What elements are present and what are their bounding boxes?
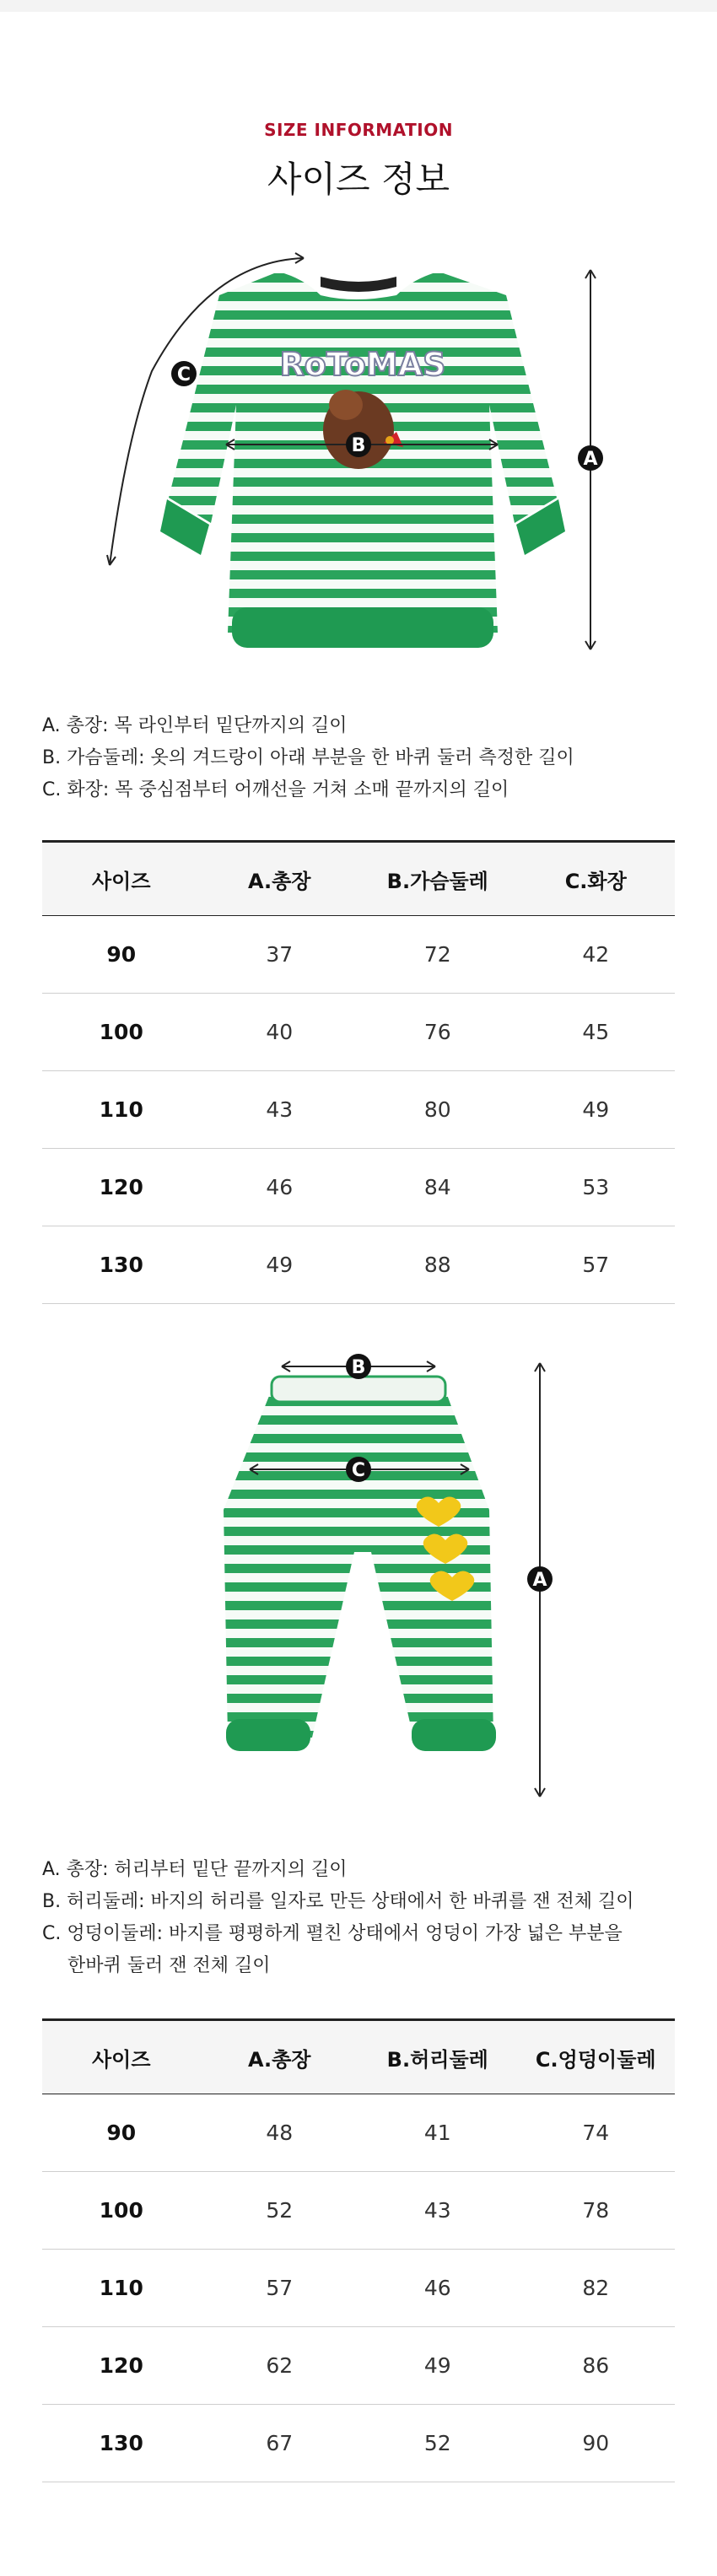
size-cell: 120 <box>42 2327 201 2405</box>
sweatshirt-figure <box>0 236 717 675</box>
size-cell: 120 <box>42 1149 201 1226</box>
value-cell: 46 <box>358 2250 517 2327</box>
column-header: 사이즈 <box>42 2020 201 2094</box>
column-header: C.엉덩이둘레 <box>517 2020 676 2094</box>
value-cell: 76 <box>358 994 517 1071</box>
note-b: B. 허리둘레: 바지의 허리를 일자로 만든 상태에서 한 바퀴를 잰 전체 길이 <box>42 1891 634 1912</box>
value-cell: 37 <box>201 916 359 994</box>
table-header-row <box>42 2020 675 2094</box>
svg-text:B: B <box>351 435 366 456</box>
value-cell: 86 <box>517 2327 676 2405</box>
size-cell: 90 <box>42 2094 201 2172</box>
value-cell: 45 <box>517 994 676 1071</box>
note-c: C. 엉덩이둘레: 바지를 평평하게 펼친 상태에서 엉덩이 가장 넓은 부분을 <box>42 1923 623 1944</box>
note-a: A. 총장: 목 라인부터 밑단까지의 길이 <box>42 715 348 736</box>
value-cell: 53 <box>517 1149 676 1226</box>
table-row <box>42 1071 675 1149</box>
value-cell: 88 <box>358 1226 517 1304</box>
size-cell: 100 <box>42 994 201 1071</box>
marker-b-badge <box>346 1354 371 1379</box>
value-cell: 57 <box>517 1226 676 1304</box>
marker-b-badge <box>346 432 371 457</box>
note-c-continued: 한바퀴 둘러 잰 전체 길이 <box>67 1955 271 1976</box>
size-cell: 90 <box>42 916 201 994</box>
value-cell: 43 <box>201 1071 359 1149</box>
value-cell: 49 <box>201 1226 359 1304</box>
pants-illustration <box>0 1341 717 1813</box>
value-cell: 40 <box>201 994 359 1071</box>
note-c: C. 화장: 목 중심점부터 어깨선을 거쳐 소매 끝까지의 길이 <box>42 779 509 800</box>
value-cell: 67 <box>201 2405 359 2482</box>
svg-text:A: A <box>532 1570 547 1591</box>
table-header-row <box>42 842 675 916</box>
table-row <box>42 2094 675 2172</box>
value-cell: 74 <box>517 2094 676 2172</box>
pants-figure <box>0 1341 717 1813</box>
size-cell: 130 <box>42 2405 201 2482</box>
note-a: A. 총장: 허리부터 밑단 끝까지의 길이 <box>42 1859 348 1880</box>
value-cell: 48 <box>201 2094 359 2172</box>
value-cell: 84 <box>358 1149 517 1226</box>
svg-text:C: C <box>176 364 191 385</box>
marker-c-badge <box>346 1457 371 1482</box>
value-cell: 78 <box>517 2172 676 2250</box>
value-cell: 46 <box>201 1149 359 1226</box>
marker-a-badge <box>578 445 603 471</box>
size-cell: 110 <box>42 2250 201 2327</box>
sweatshirt-print-text: RoToMAS <box>279 346 446 383</box>
column-header: 사이즈 <box>42 842 201 916</box>
value-cell: 57 <box>201 2250 359 2327</box>
value-cell: 82 <box>517 2250 676 2327</box>
table-row <box>42 2405 675 2482</box>
value-cell: 49 <box>358 2327 517 2405</box>
marker-c-badge <box>171 361 197 386</box>
top-bar <box>0 0 717 12</box>
pants-size-table <box>42 2018 675 2482</box>
value-cell: 42 <box>517 916 676 994</box>
column-header: C.화장 <box>517 842 676 916</box>
column-header: B.허리둘레 <box>358 2020 517 2094</box>
value-cell: 43 <box>358 2172 517 2250</box>
table-row <box>42 2250 675 2327</box>
svg-text:A: A <box>583 449 598 470</box>
size-cell: 110 <box>42 1071 201 1149</box>
pants-notes <box>42 1854 683 1982</box>
value-cell: 90 <box>517 2405 676 2482</box>
table-row <box>42 2327 675 2405</box>
svg-text:C: C <box>351 1460 366 1481</box>
value-cell: 72 <box>358 916 517 994</box>
value-cell: 52 <box>201 2172 359 2250</box>
section-eyebrow: SIZE INFORMATION <box>264 120 453 140</box>
value-cell: 49 <box>517 1071 676 1149</box>
value-cell: 52 <box>358 2405 517 2482</box>
table-row <box>42 2172 675 2250</box>
page-title: 사이즈 정보 <box>267 159 450 200</box>
column-header: A.총장 <box>201 842 359 916</box>
sweatshirt-illustration <box>0 236 717 675</box>
column-header: B.가슴둘레 <box>358 842 517 916</box>
table-row <box>42 1226 675 1304</box>
table-row <box>42 916 675 994</box>
table-row <box>42 994 675 1071</box>
pants-icon <box>211 1375 506 1751</box>
value-cell: 80 <box>358 1071 517 1149</box>
sweatshirt-size-table <box>42 840 675 1304</box>
value-cell: 41 <box>358 2094 517 2172</box>
svg-text:B: B <box>351 1357 366 1378</box>
column-header: A.총장 <box>201 2020 359 2094</box>
value-cell: 62 <box>201 2327 359 2405</box>
size-cell: 100 <box>42 2172 201 2250</box>
size-cell: 130 <box>42 1226 201 1304</box>
table-row <box>42 1149 675 1226</box>
marker-a-badge <box>527 1566 553 1592</box>
note-b: B. 가슴둘레: 옷의 겨드랑이 아래 부분을 한 바퀴 둘러 측정한 길이 <box>42 747 574 768</box>
sweatshirt-notes <box>42 710 683 806</box>
